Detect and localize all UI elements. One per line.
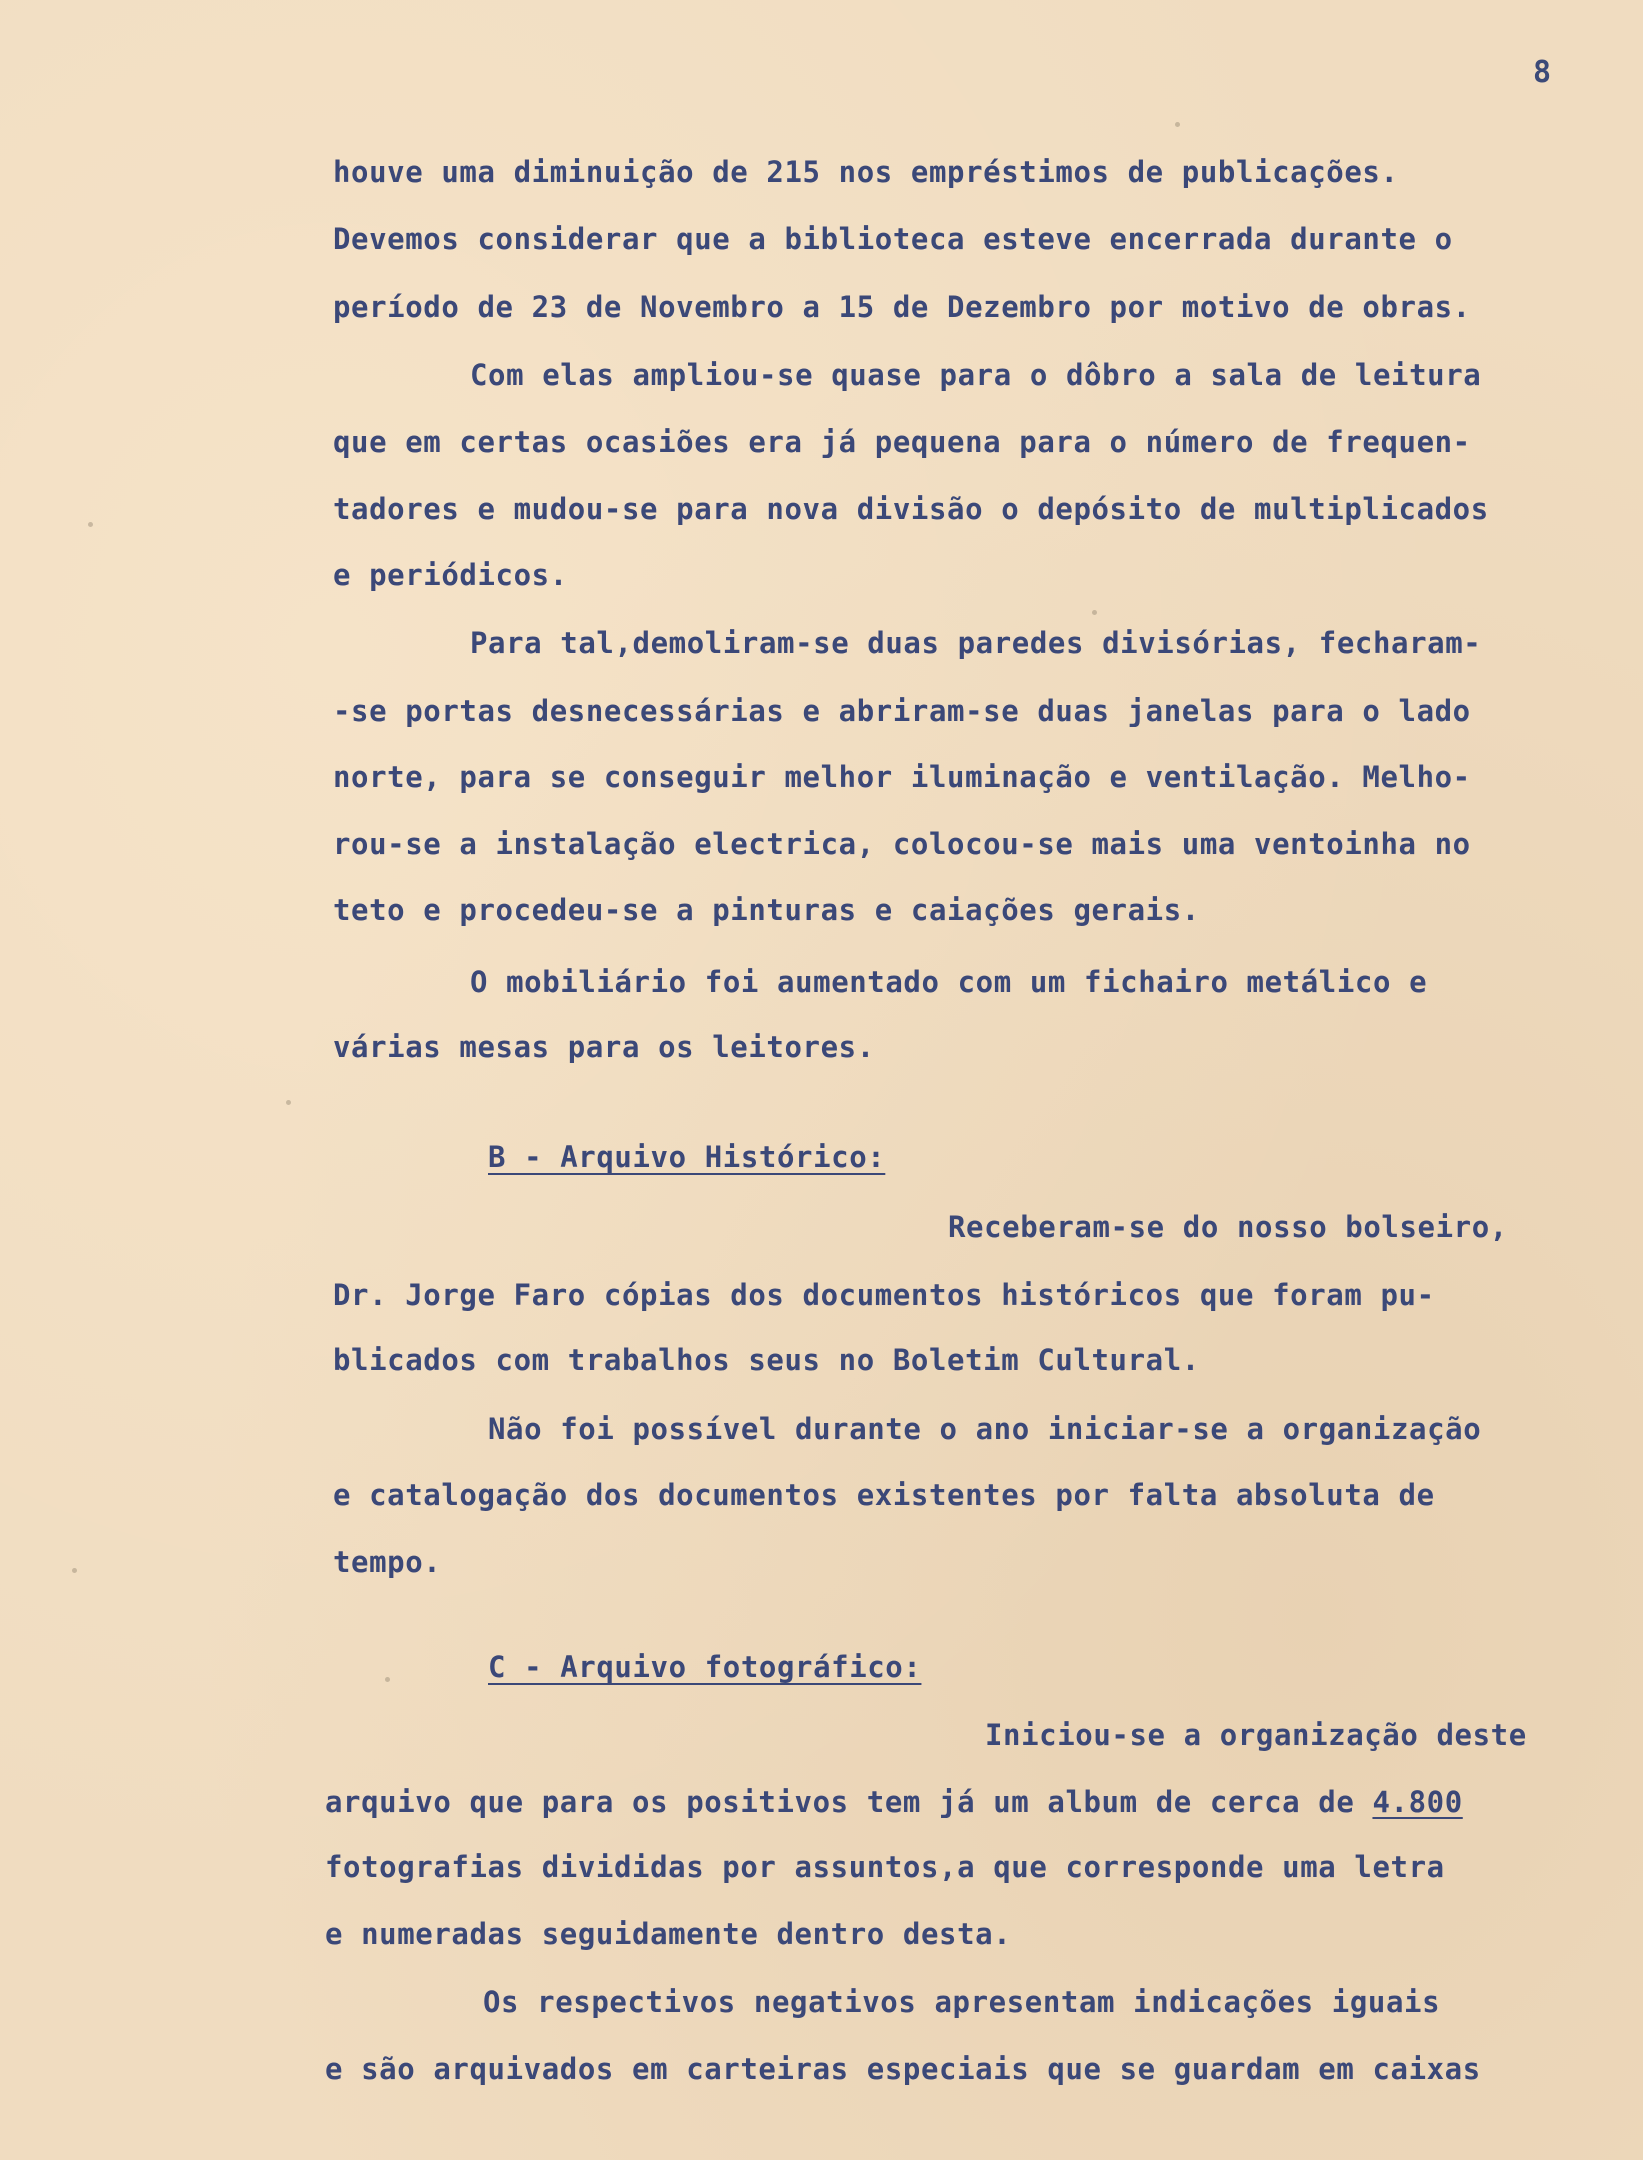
text-line: rou-se a instalação electrica, colocou-se mais uma ventoinha no — [333, 827, 1471, 861]
text-line: Não foi possível durante o ano iniciar-se a organização — [488, 1412, 1482, 1446]
text-line: Os respectivos negativos apresentam indicações iguais — [483, 1985, 1441, 2019]
text-line: houve uma diminuição de 215 nos empréstimos de publicações. — [333, 155, 1399, 189]
paper-speck — [385, 1677, 390, 1682]
page-number: 8 — [1533, 55, 1552, 90]
text-line: Receberam-se do nosso bolseiro, — [948, 1210, 1508, 1244]
paper-speck — [1092, 610, 1097, 615]
text-line: e numeradas seguidamente dentro desta. — [325, 1917, 1012, 1951]
text-line — [325, 1785, 1463, 1819]
text-line: que em certas ocasiões era já pequena para o número de frequen- — [333, 425, 1471, 459]
text-line: -se portas desnecessárias e abriram-se duas janelas para o lado — [333, 694, 1471, 728]
text-line: e periódicos. — [333, 558, 568, 592]
text-line: Com elas ampliou-se quase para o dôbro a sala de leitura — [470, 358, 1482, 392]
text-line: norte, para se conseguir melhor iluminação e ventilação. Melho- — [333, 760, 1471, 794]
text-line: Dr. Jorge Faro cópias dos documentos históricos que foram pu- — [333, 1278, 1435, 1312]
text-line: fotografias divididas por assuntos,a que corresponde uma letra — [325, 1850, 1445, 1884]
text-line: e catalogação dos documentos existentes por falta absoluta de — [333, 1478, 1435, 1512]
text-line: Para tal,demoliram-se duas paredes divisórias, fecharam- — [470, 626, 1482, 660]
text-fragment: arquivo que para os positivos tem já um album de cerca de — [325, 1785, 1373, 1819]
text-line: Iniciou-se a organização deste — [985, 1718, 1527, 1752]
text-line: teto e procedeu-se a pinturas e caiações gerais. — [333, 893, 1200, 927]
section-heading-arquivo-historico: B - Arquivo Histórico: — [488, 1140, 886, 1174]
text-line: várias mesas para os leitores. — [333, 1030, 875, 1064]
text-line: O mobiliário foi aumentado com um fichairo metálico e — [470, 965, 1428, 999]
text-line: e são arquivados em carteiras especiais que se guardam em caixas — [325, 2052, 1481, 2086]
text-line: tempo. — [333, 1545, 442, 1579]
text-line: período de 23 de Novembro a 15 de Dezembro por motivo de obras. — [333, 290, 1471, 324]
text-line: blicados com trabalhos seus no Boletim Cultural. — [333, 1343, 1200, 1377]
text-line: Devemos considerar que a biblioteca esteve encerrada durante o — [333, 222, 1453, 256]
paper-speck — [72, 1568, 77, 1573]
text-line: tadores e mudou-se para nova divisão o depósito de multiplicados — [333, 492, 1489, 526]
photo-count: 4.800 — [1372, 1785, 1463, 1819]
paper-speck — [1175, 122, 1180, 127]
section-heading-arquivo-fotografico: C - Arquivo fotográfico: — [488, 1650, 922, 1684]
paper-speck — [286, 1100, 291, 1105]
paper-speck — [88, 522, 93, 527]
